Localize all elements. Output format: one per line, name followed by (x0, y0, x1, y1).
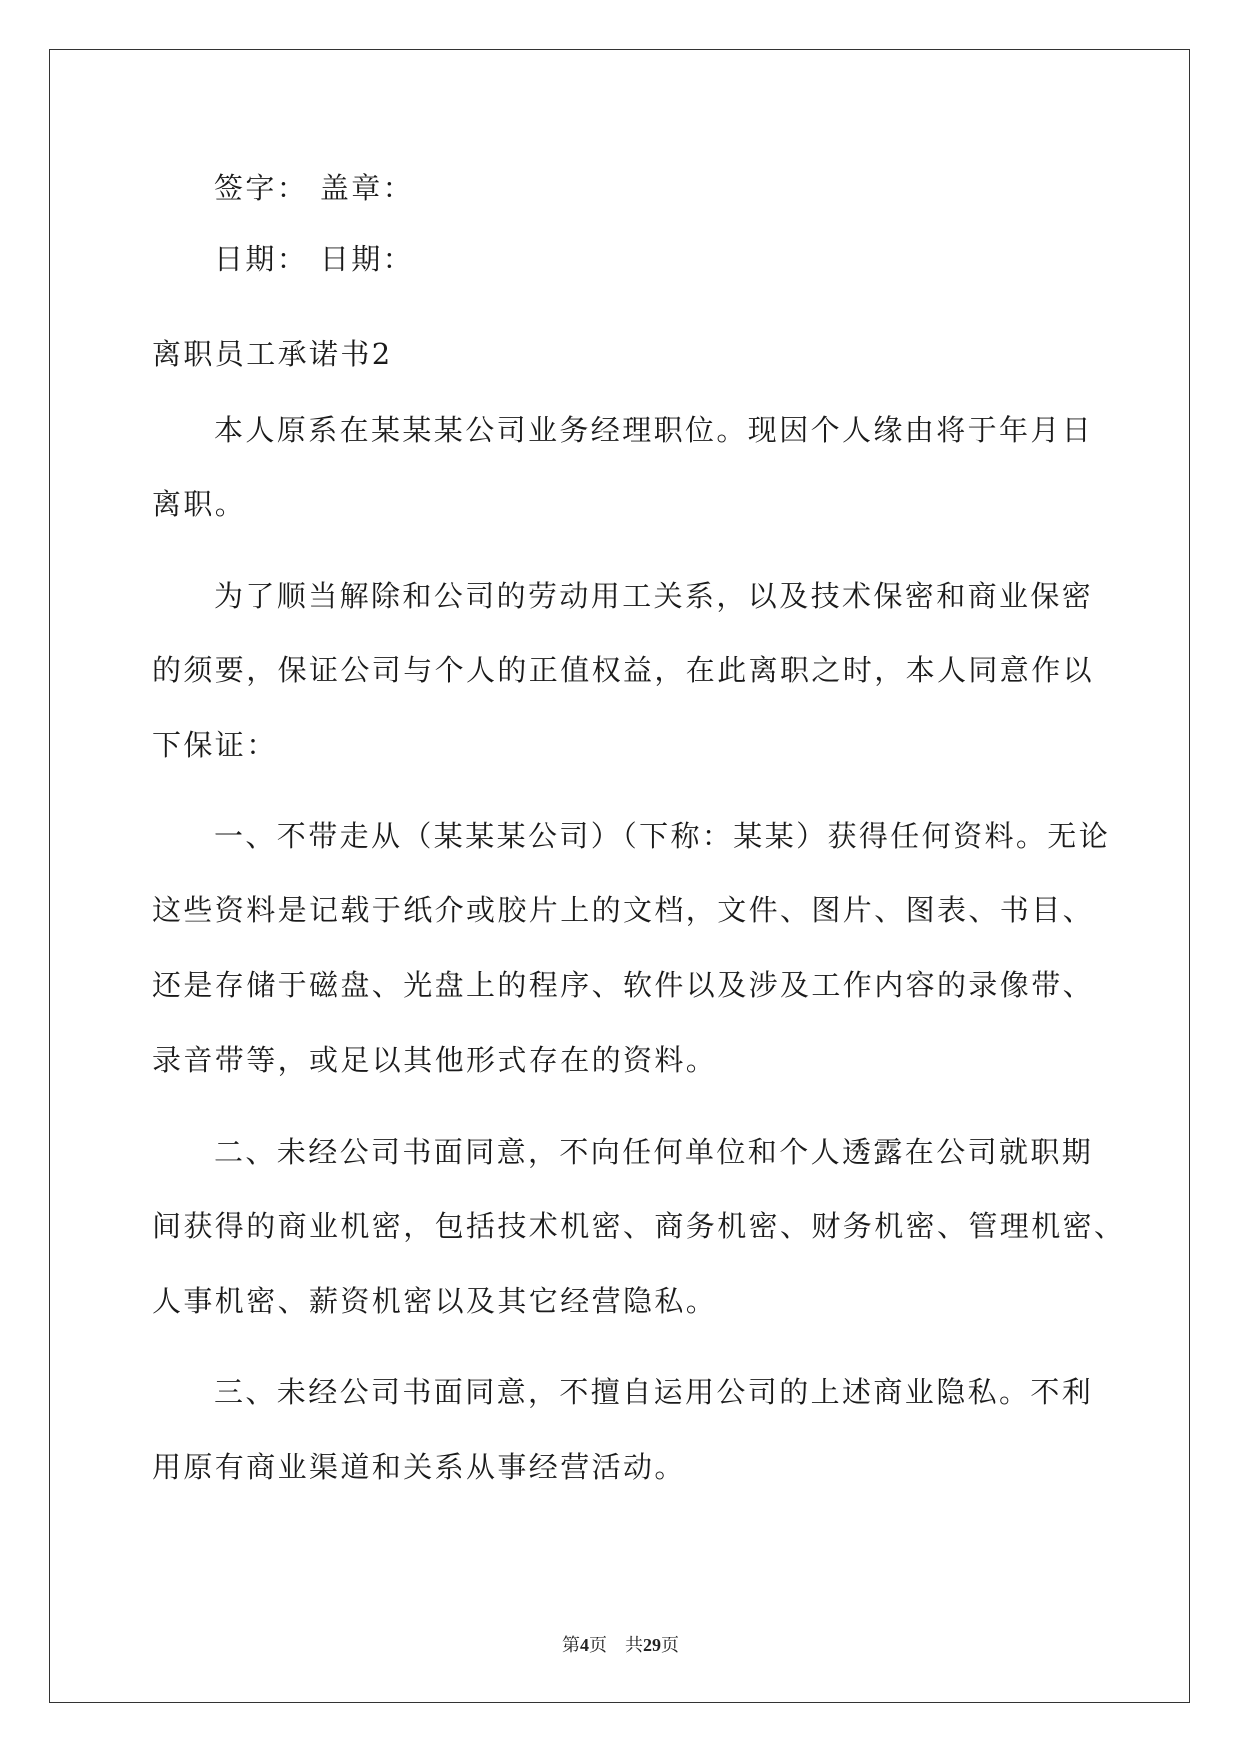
paragraph-3-line-3: 还是存储于磁盘、光盘上的程序、软件以及涉及工作内容的录像带、 (152, 968, 1095, 1002)
date-line: 日期： 日期： (214, 242, 415, 276)
current-page-number: 4 (580, 1635, 589, 1655)
footer-page-word: 页 (589, 1635, 607, 1655)
footer-total-suffix: 页 (661, 1635, 679, 1655)
paragraph-5-line-1: 三、未经公司书面同意，不擅自运用公司的上述商业隐私。不利 (214, 1375, 1094, 1409)
footer-prefix: 第 (562, 1635, 580, 1655)
paragraph-4-line-2: 间获得的商业机密，包括技术机密、商务机密、财务机密、管理机密、 (152, 1209, 1126, 1243)
paragraph-3-line-1: 一、不带走从（某某某公司）（下称：某某）获得任何资料。无论 (214, 819, 1111, 853)
page-footer (0, 1631, 1241, 1657)
paragraph-3-line-2: 这些资料是记载于纸介或胶片上的文档，文件、图片、图表、书目、 (152, 893, 1095, 927)
paragraph-4-line-1: 二、未经公司书面同意，不向任何单位和个人透露在公司就职期 (214, 1135, 1094, 1169)
paragraph-2-line-2: 的须要，保证公司与个人的正值权益，在此离职之时，本人同意作以 (152, 653, 1095, 687)
paragraph-2-line-1: 为了顺当解除和公司的劳动用工关系，以及技术保密和商业保密 (214, 579, 1094, 613)
paragraph-5-line-2: 用原有商业渠道和关系从事经营活动。 (152, 1450, 686, 1484)
paragraph-1-line-2: 离职。 (152, 487, 247, 521)
paragraph-2-line-3: 下保证： (152, 728, 278, 762)
total-pages-number: 29 (643, 1635, 661, 1655)
paragraph-4-line-3: 人事机密、薪资机密以及其它经营隐私。 (152, 1284, 718, 1318)
footer-total-prefix: 共 (625, 1635, 643, 1655)
signature-line: 签字： 盖章： (214, 171, 415, 205)
section-title: 离职员工承诺书2 (152, 337, 393, 371)
paragraph-1-line-1: 本人原系在某某某公司业务经理职位。现因个人缘由将于年月日 (214, 413, 1094, 447)
paragraph-3-line-4: 录音带等，或足以其他形式存在的资料。 (152, 1043, 718, 1077)
